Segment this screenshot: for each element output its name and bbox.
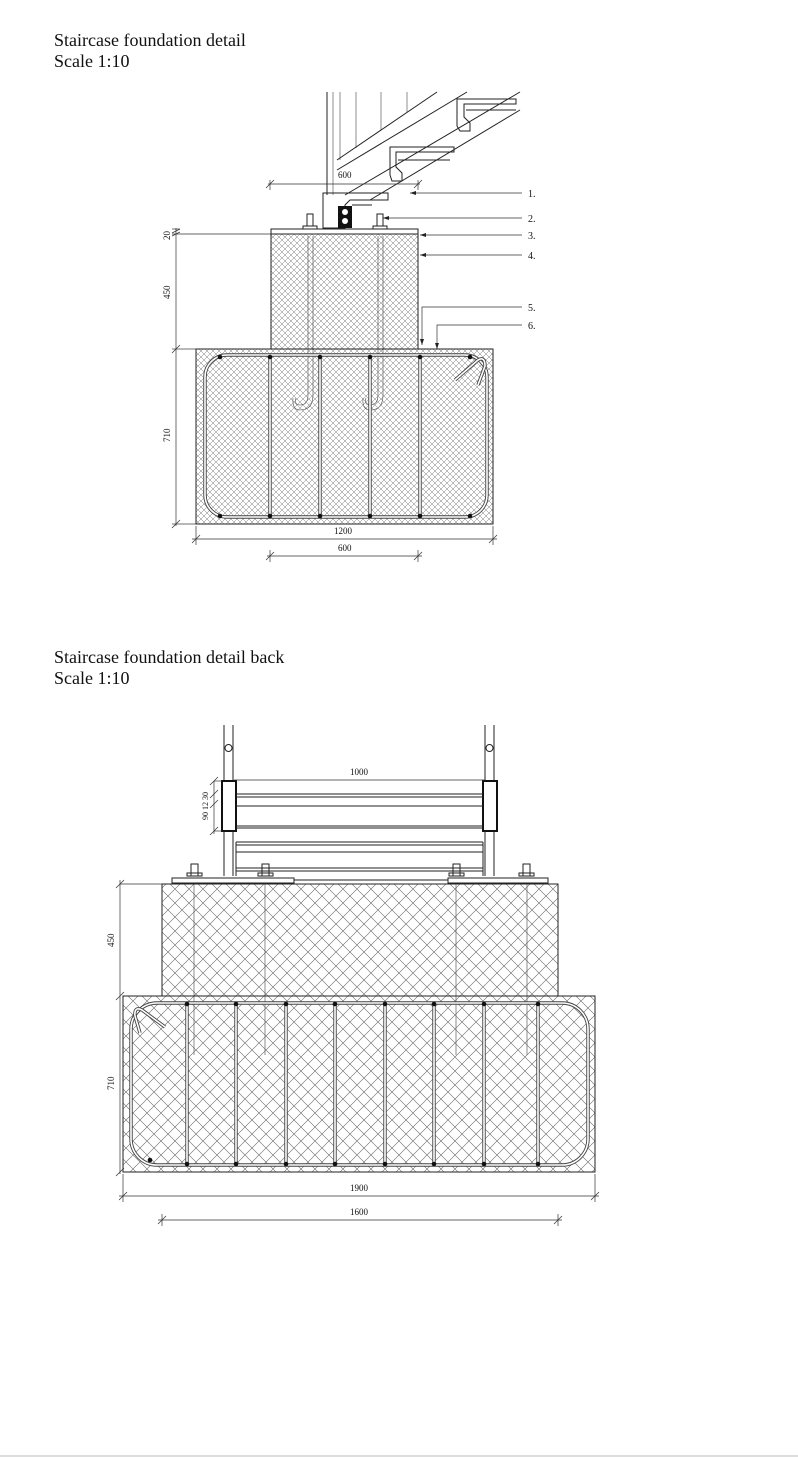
dim-stair-width-2: 1000 <box>350 767 368 777</box>
callout-label-5: 5. <box>528 303 536 314</box>
pedestal-1 <box>271 234 418 349</box>
dim-footing-width-2: 1900 <box>350 1183 368 1193</box>
dim-plate-thickness-1: 20 <box>162 231 172 240</box>
anchor-bolts-2 <box>187 864 534 876</box>
detail1-drawing <box>162 92 536 562</box>
base-plate-2-left <box>172 878 294 883</box>
stair-posts-2 <box>222 725 497 876</box>
dim-pedestal-width-2: 1600 <box>350 1207 368 1217</box>
callout-label-6: 6. <box>528 321 536 332</box>
detail2-scale: Scale 1:10 <box>54 668 130 688</box>
detail2-drawing <box>106 725 599 1226</box>
dim-pedestal-height-1: 450 <box>162 285 172 299</box>
dim-pedestal-width-1: 600 <box>338 543 352 553</box>
dim-footing-width-1: 1200 <box>334 526 352 536</box>
base-plate-1 <box>271 229 418 234</box>
dim-footing-height-2: 710 <box>106 1076 116 1090</box>
base-plate-2-right <box>448 878 548 883</box>
callout-label-1: 1. <box>528 189 536 200</box>
dim-top-width-1: 600 <box>338 170 352 180</box>
dim-small-2: 90 12 30 <box>201 792 210 820</box>
detail2-title: Staircase foundation detail back <box>54 647 285 667</box>
footing-1 <box>196 349 493 524</box>
callout-label-4: 4. <box>528 251 536 262</box>
dim-pedestal-height-2: 450 <box>106 933 116 947</box>
callout-label-3: 3. <box>528 231 536 242</box>
pedestal-2 <box>162 884 558 996</box>
callout-label-2: 2. <box>528 214 536 225</box>
dim-footing-height-1: 710 <box>162 428 172 442</box>
stair-steps-1 <box>323 92 520 228</box>
stair-steps-2 <box>236 794 483 876</box>
detail1-title: Staircase foundation detail <box>54 30 246 50</box>
detail1-scale: Scale 1:10 <box>54 51 130 71</box>
footing-2 <box>123 996 595 1172</box>
